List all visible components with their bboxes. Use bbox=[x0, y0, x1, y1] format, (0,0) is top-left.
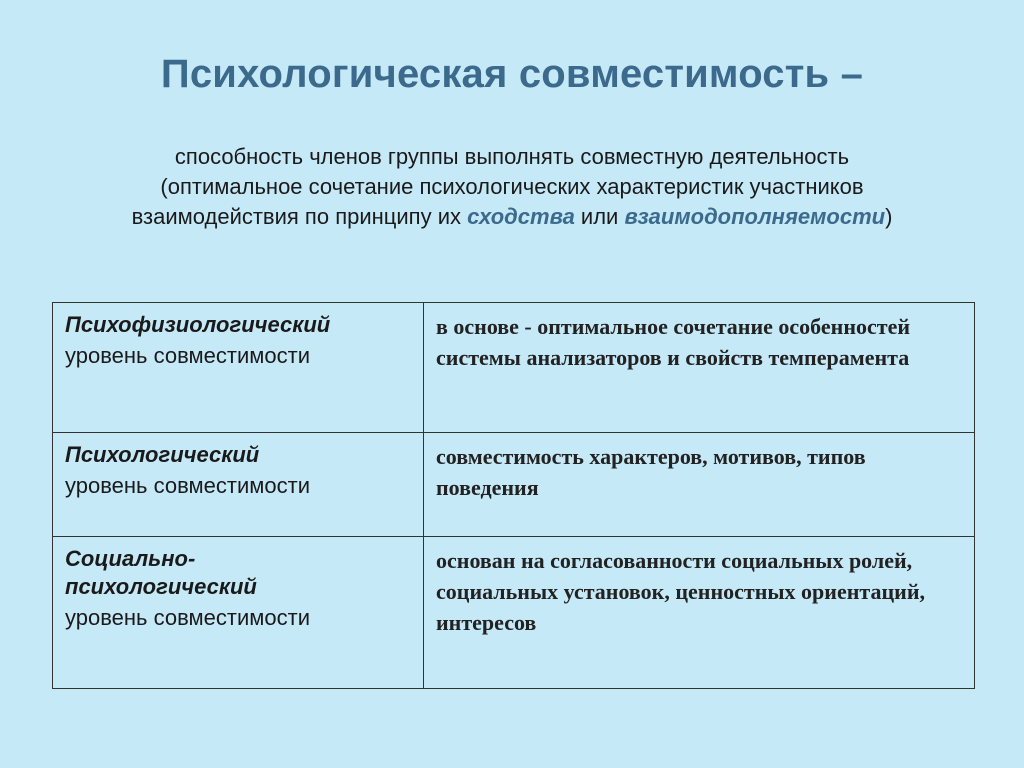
term-similarity: сходства bbox=[467, 204, 575, 229]
level-name-cell bbox=[53, 433, 424, 537]
level-suffix: уровень совместимости bbox=[65, 343, 310, 368]
definition-connector: или bbox=[574, 204, 625, 229]
definition-line-3-end: ) bbox=[885, 204, 893, 229]
level-name-cell bbox=[53, 537, 424, 689]
level-description-cell bbox=[424, 433, 975, 537]
level-description-cell bbox=[424, 537, 975, 689]
level-suffix: уровень совместимости bbox=[65, 473, 310, 498]
level-description: в основе - оптимальное сочетание особенностей системы анализаторов и свойств темперамента bbox=[436, 314, 911, 370]
slide-title: Психологическая совместимость – bbox=[160, 52, 864, 96]
level-name-cell bbox=[53, 303, 424, 433]
level-name: Психологический bbox=[65, 442, 260, 467]
level-name: Социально-психологический bbox=[65, 546, 257, 599]
definition-line-1: способность членов группы выполнять совместную деятельность bbox=[174, 144, 850, 169]
level-suffix: уровень совместимости bbox=[65, 605, 310, 630]
level-description: совместимость характеров, мотивов, типов поведения bbox=[436, 444, 866, 500]
definition-line-2: (оптимальное сочетание психологических характеристик участников bbox=[160, 174, 864, 199]
level-description: основан на согласованности социальных ролей, социальных установок, ценностных ориентаций, интересов bbox=[436, 548, 926, 635]
definition-text bbox=[40, 142, 984, 232]
table-row bbox=[53, 433, 975, 537]
compatibility-levels-table bbox=[52, 302, 975, 689]
level-description-cell bbox=[424, 303, 975, 433]
term-complementarity: взаимодополняемости bbox=[624, 204, 886, 229]
table-row bbox=[53, 537, 975, 689]
table-row bbox=[53, 303, 975, 433]
definition-line-3-start: взаимодействия по принципу их bbox=[131, 204, 468, 229]
level-name: Психофизиологический bbox=[65, 312, 331, 337]
